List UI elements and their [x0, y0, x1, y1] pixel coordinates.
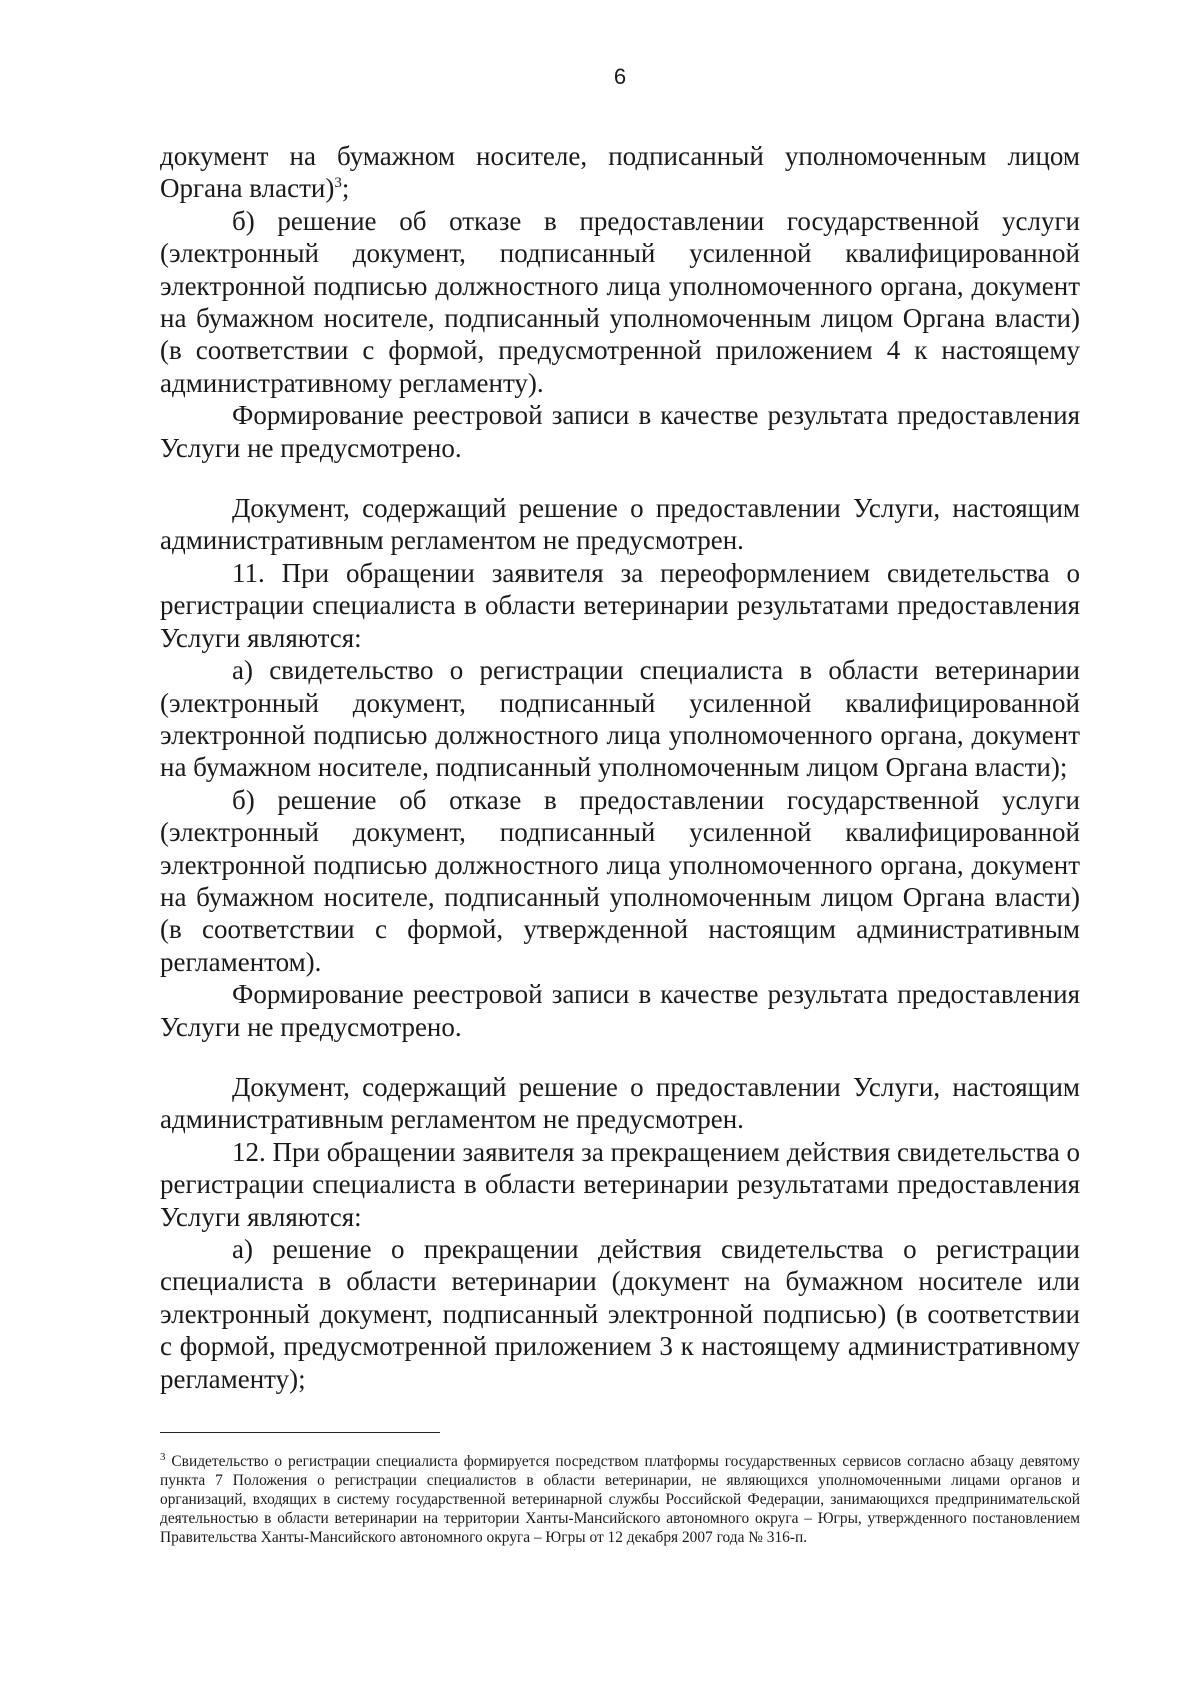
- paragraph-clause-11: 11. При обращении заявителя за переоформлением свидетельства о регистрации специалиста в области ветеринарии результатами предоставления Услуги являются:: [160, 557, 1080, 653]
- paragraph-decision-document-2: Документ, содержащий решение о предоставлении Услуги, настоящим административным регламентом не предусмотрен.: [160, 1071, 1080, 1135]
- footnote: [160, 1452, 1080, 1547]
- page-number: 6: [613, 64, 627, 89]
- paragraph-clause-12: 12. При обращении заявителя за прекращением действия свидетельства о регистрации специалиста в области ветеринарии результатами предоставления Услуги являются:: [160, 1136, 1080, 1232]
- paragraph-text: документ на бумажном носителе, подписанный уполномоченным лицом Органа власти): [160, 141, 1080, 204]
- paragraph-registry-record: Формирование реестровой записи в качестве результата предоставления Услуги не предусмотрено.: [160, 400, 1080, 463]
- paragraph-item-a-certificate: а) свидетельство о регистрации специалиста в области ветеринарии (электронный документ, подписанный усиленной квалифицированной электронной подписью должностного лица уполномоченного органа, документ на бумажном носителе, подписанный уполномоченным лицом Органа власти);: [160, 655, 1080, 783]
- paragraph-item-b-refusal-2: б) решение об отказе в предоставлении государственной услуги (электронный документ, подписанный усиленной квалифицированной электронной подписью должностного лица уполномоченного органа, документ на бумажном носителе, подписанный уполномоченным лицом Органа власти) (в соответствии с формой, утвержденной настоящим административным регламентом).: [160, 784, 1080, 977]
- paragraph-registry-record-2: Формирование реестровой записи в качестве результата предоставления Услуги не предусмотрено.: [160, 979, 1080, 1042]
- footnote-divider: [160, 1432, 440, 1433]
- paragraph-item-b-refusal: б) решение об отказе в предоставлении государственной услуги (электронный документ, подписанный усиленной квалифицированной электронной подписью должностного лица уполномоченного органа, документ на бумажном носителе, подписанный уполномоченным лицом Органа власти) (в соответствии с формой, предусмотренной приложением 4 к настоящему административному регламенту).: [160, 205, 1080, 398]
- footnote-reference[interactable]: 3: [334, 175, 342, 192]
- paragraph-continuation: [160, 140, 1080, 205]
- paragraph-decision-document: Документ, содержащий решение о предоставлении Услуги, настоящим административным регламентом не предусмотрен.: [160, 493, 1080, 556]
- paragraph-item-a-termination: а) решение о прекращении действия свидетельства о регистрации специалиста в области ветеринарии (документ на бумажном носителе или электронный документ, подписанный электронной подписью) (в соответствии с формой, предусмотренной приложением 3 к настоящему административному регламенту);: [160, 1234, 1080, 1394]
- document-body: [160, 140, 1080, 1395]
- paragraph-tail: ;: [341, 173, 350, 204]
- footnote-mark: 3: [160, 1450, 166, 1463]
- footnote-text: Свидетельство о регистрации специалиста формируется посредством платформы государственных сервисов согласно абзацу девятому пункта 7 Положения о регистрации специалистов в области ветеринарии, не являющихся уполномоченными лицами органов и организаций, входящих в систему государственной ветеринарной службы Российской Федерации, занимающихся предпринимательской деятельностью в области ветеринарии на территории Ханты-Мансийского автономного округа – Югры, утвержденного постановлением Правительства Ханты-Мансийского автономного округа – Югры от 12 декабря 2007 года № 316-п.: [160, 1453, 1080, 1546]
